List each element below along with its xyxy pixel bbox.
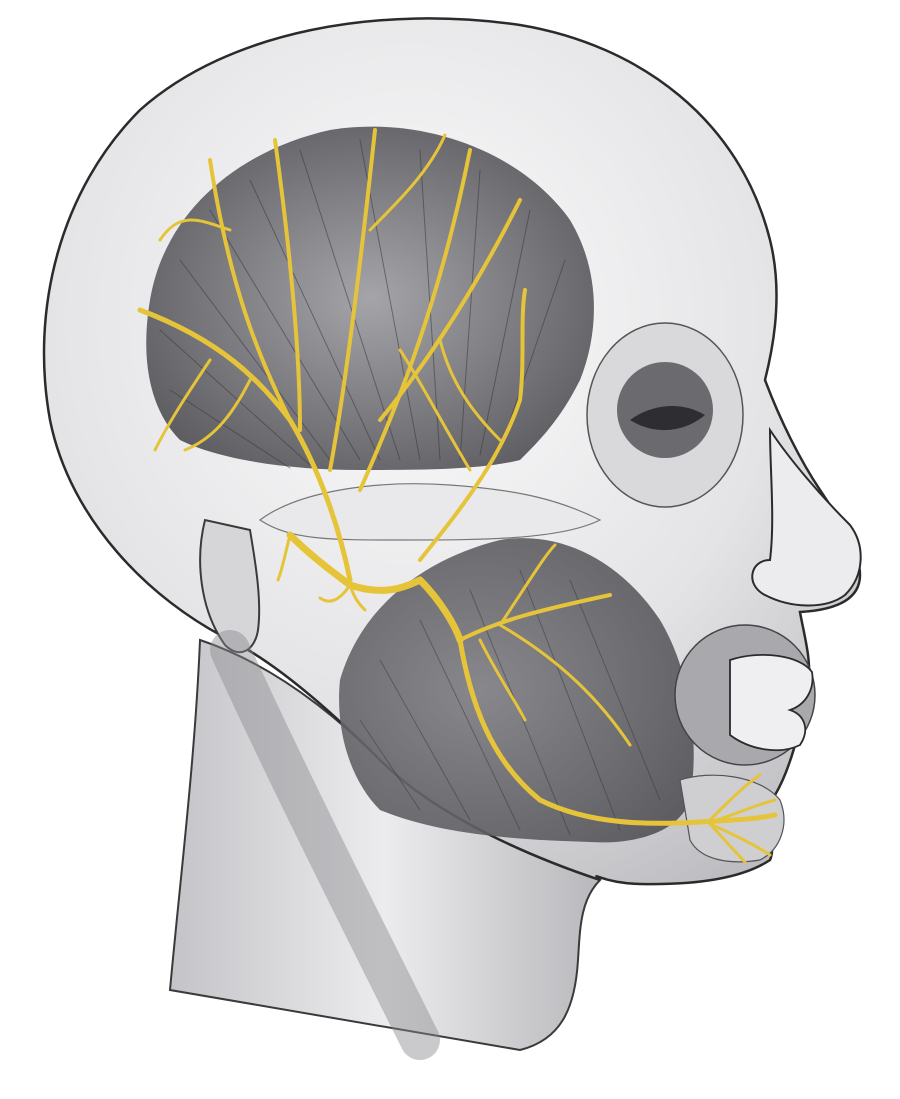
lips — [730, 655, 813, 750]
